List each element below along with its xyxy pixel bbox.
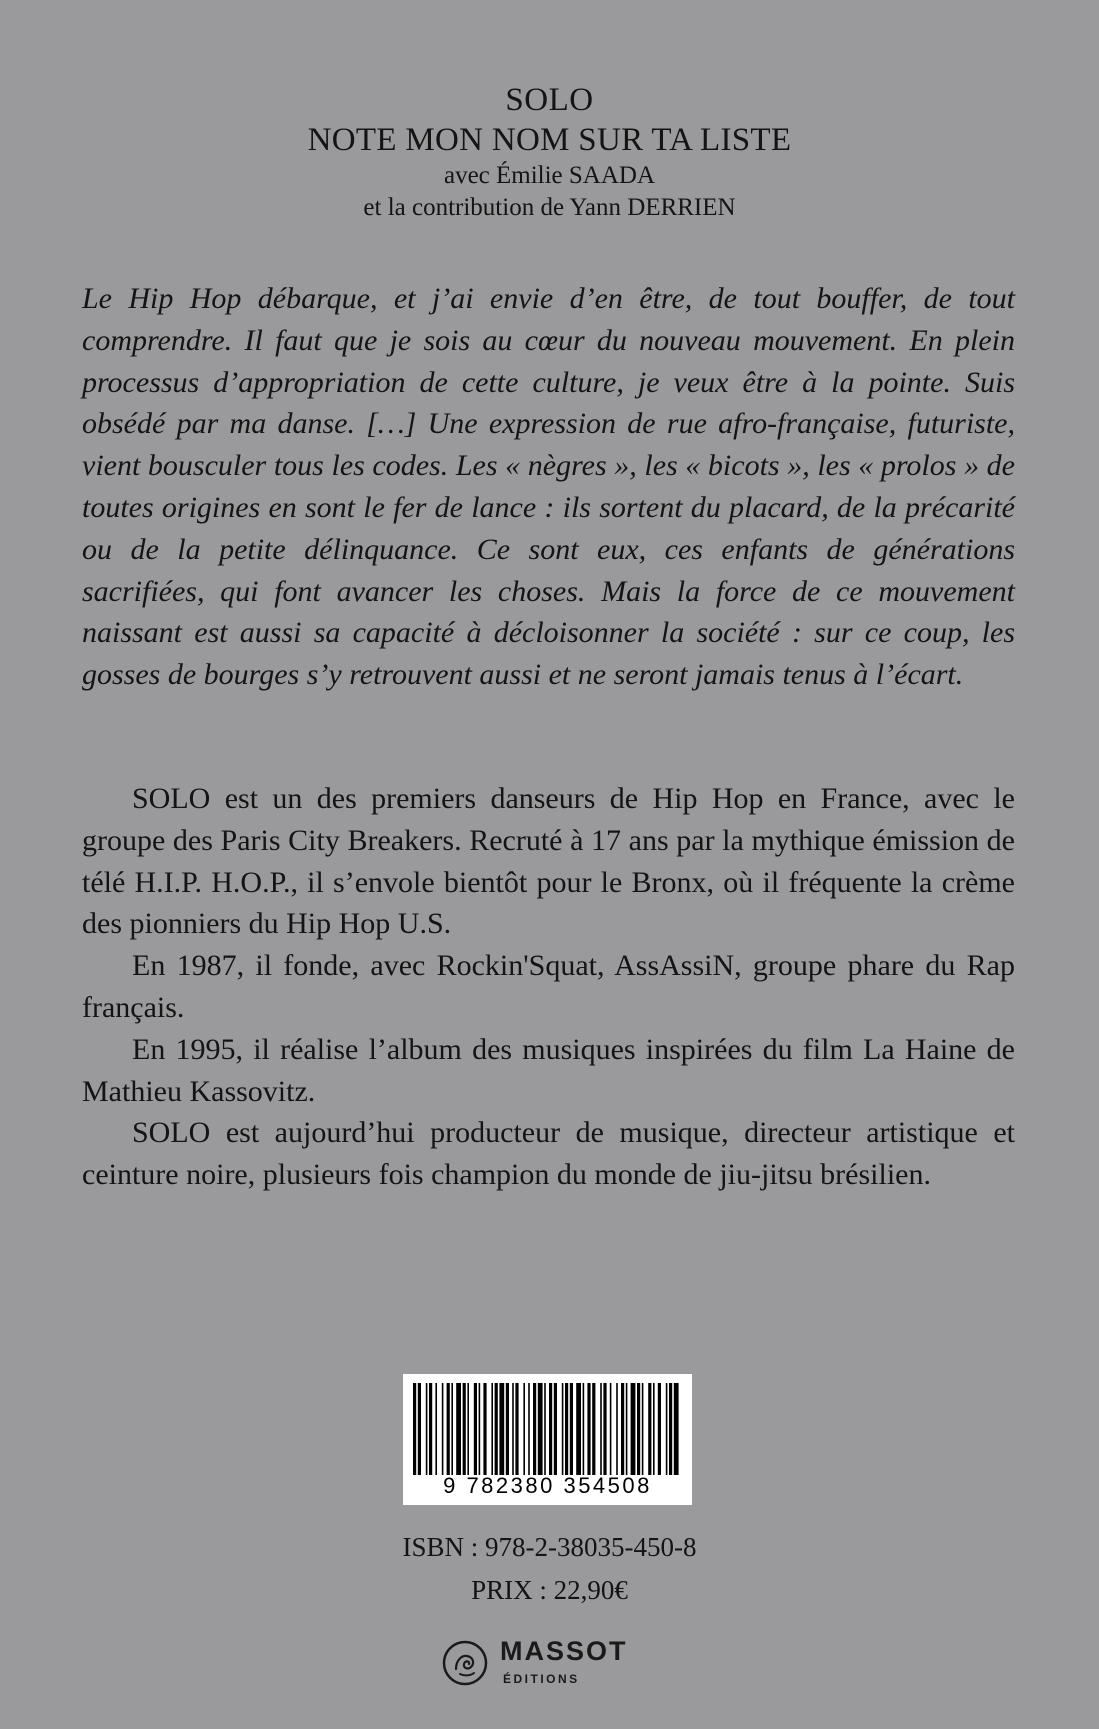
- book-title: NOTE MON NOM SUR TA LISTE: [307, 122, 792, 158]
- barcode-bar: [549, 1383, 552, 1475]
- coauthor-line: avec Émilie SAADA: [443, 162, 656, 189]
- barcode-bar: [653, 1383, 655, 1475]
- publisher-name: MASSOT: [500, 1636, 628, 1666]
- barcode-digits: 9 782380 354508: [443, 1473, 652, 1498]
- bio-paragraph: SOLO est un des premiers danseurs de Hip Hop en France, avec le groupe des Paris City Breakers. Recruté à 17 ans par la mythique émission de télé H.I.P. H.O.P., il s’envole bientôt pour le Bronx, où il fréquente la crème des pionniers du Hip Hop U.S.: [82, 782, 1015, 941]
- barcode-bar: [456, 1383, 461, 1475]
- barcode-bar: [666, 1383, 668, 1475]
- barcode-bar: [463, 1383, 466, 1475]
- barcode-bar: [512, 1383, 514, 1475]
- contribution-line: et la contribution de Yann DERRIEN: [363, 194, 736, 221]
- isbn-barcode: [403, 1374, 692, 1505]
- barcode-bar: [429, 1383, 432, 1475]
- author-bio: [82, 778, 1015, 1196]
- author-name: SOLO: [505, 82, 594, 118]
- cover-header: [0, 80, 1099, 224]
- barcode-bar: [474, 1383, 477, 1475]
- barcode-bar: [603, 1383, 606, 1475]
- publisher-logo: [440, 1634, 660, 1694]
- barcode-bar: [418, 1383, 421, 1475]
- publisher-logo-icon: [440, 1638, 490, 1688]
- barcode-bar: [674, 1383, 679, 1475]
- barcode-bar: [538, 1383, 543, 1475]
- barcode-bar: [479, 1383, 481, 1475]
- publisher-subtitle: ÉDITIONS: [503, 1672, 580, 1686]
- barcode-bar: [600, 1383, 602, 1475]
- barcode-bar: [483, 1383, 486, 1475]
- barcode-bar: [544, 1383, 546, 1475]
- barcode-bar: [515, 1383, 518, 1475]
- barcode-bar: [447, 1383, 450, 1475]
- isbn-number: ISBN : 978-2-38035-450-8: [402, 1532, 697, 1562]
- barcode-bar: [495, 1383, 498, 1475]
- barcode-bar: [610, 1383, 612, 1475]
- barcode-bar: [506, 1383, 509, 1475]
- barcode-bar: [426, 1383, 428, 1475]
- barcode-bar: [523, 1383, 525, 1475]
- barcode-bar: [616, 1383, 618, 1475]
- barcode-bar: [570, 1383, 573, 1475]
- barcode-bar: [562, 1383, 564, 1475]
- barcode-bar: [451, 1383, 453, 1475]
- barcode-bar: [565, 1383, 568, 1475]
- barcode-bar: [442, 1383, 444, 1475]
- barcode-bar: [499, 1383, 504, 1475]
- barcode-bars: [413, 1383, 682, 1475]
- barcode-bar: [626, 1383, 628, 1475]
- barcode-bar: [631, 1383, 636, 1475]
- barcode-bar: [583, 1383, 585, 1475]
- barcode-bar: [533, 1383, 536, 1475]
- bio-paragraph: SOLO est aujourd’hui producteur de musique, directeur artistique et ceinture noire, plusieurs fois champion du monde de jiu-jitsu brésilien.: [82, 1116, 1015, 1192]
- barcode-bar: [587, 1383, 590, 1475]
- barcode-bar: [658, 1383, 661, 1475]
- excerpt-quote: Le Hip Hop débarque, et j’ai envie d’en être, de tout bouffer, de tout comprendre. Il faut que je sois au cœur du nouveau mouvement. En plein processus d’appropriation de cette culture, je veux être à la pointe. Suis obsédé par ma danse. […] Une expression de rue afro-française, futuriste, vient bousculer tous les codes. Les « nègres », les « bicots », les « prolos » de toutes origines en sont le fer de lance : ils sortent du placard, de la précarité ou de la petite délinquance. Ce sont eux, ces enfants de générations sacrifiées, qui font avancer les choses. Mais la force de ce mouvement naissant est aussi sa capacité à décloisonner la société : sur ce coup, les gosses de bourges s’y retrouvent aussi et ne seront jamais tenus à l’écart.: [82, 282, 1015, 692]
- barcode-bar: [435, 1383, 437, 1475]
- barcode-bar: [648, 1383, 651, 1475]
- barcode-bar: [491, 1383, 493, 1475]
- barcode-bar: [669, 1383, 672, 1475]
- barcode-bar: [592, 1383, 595, 1475]
- barcode-bar: [413, 1383, 416, 1475]
- barcode-bar: [528, 1383, 530, 1475]
- barcode-bar: [467, 1383, 469, 1475]
- barcode-bar: [637, 1383, 640, 1475]
- price-label: PRIX : 22,90€: [471, 1575, 628, 1605]
- barcode-bar: [621, 1383, 624, 1475]
- bio-paragraph: En 1987, il fonde, avec Rockin'Squat, AssAssiN, groupe phare du Rap français.: [82, 949, 1015, 1024]
- barcode-bar: [554, 1383, 557, 1475]
- barcode-bar: [642, 1383, 644, 1475]
- barcode-bar: [576, 1383, 581, 1475]
- bio-paragraph: En 1995, il réalise l’album des musiques inspirées du film La Haine de Mathieu Kassovitz.: [82, 1032, 1015, 1108]
